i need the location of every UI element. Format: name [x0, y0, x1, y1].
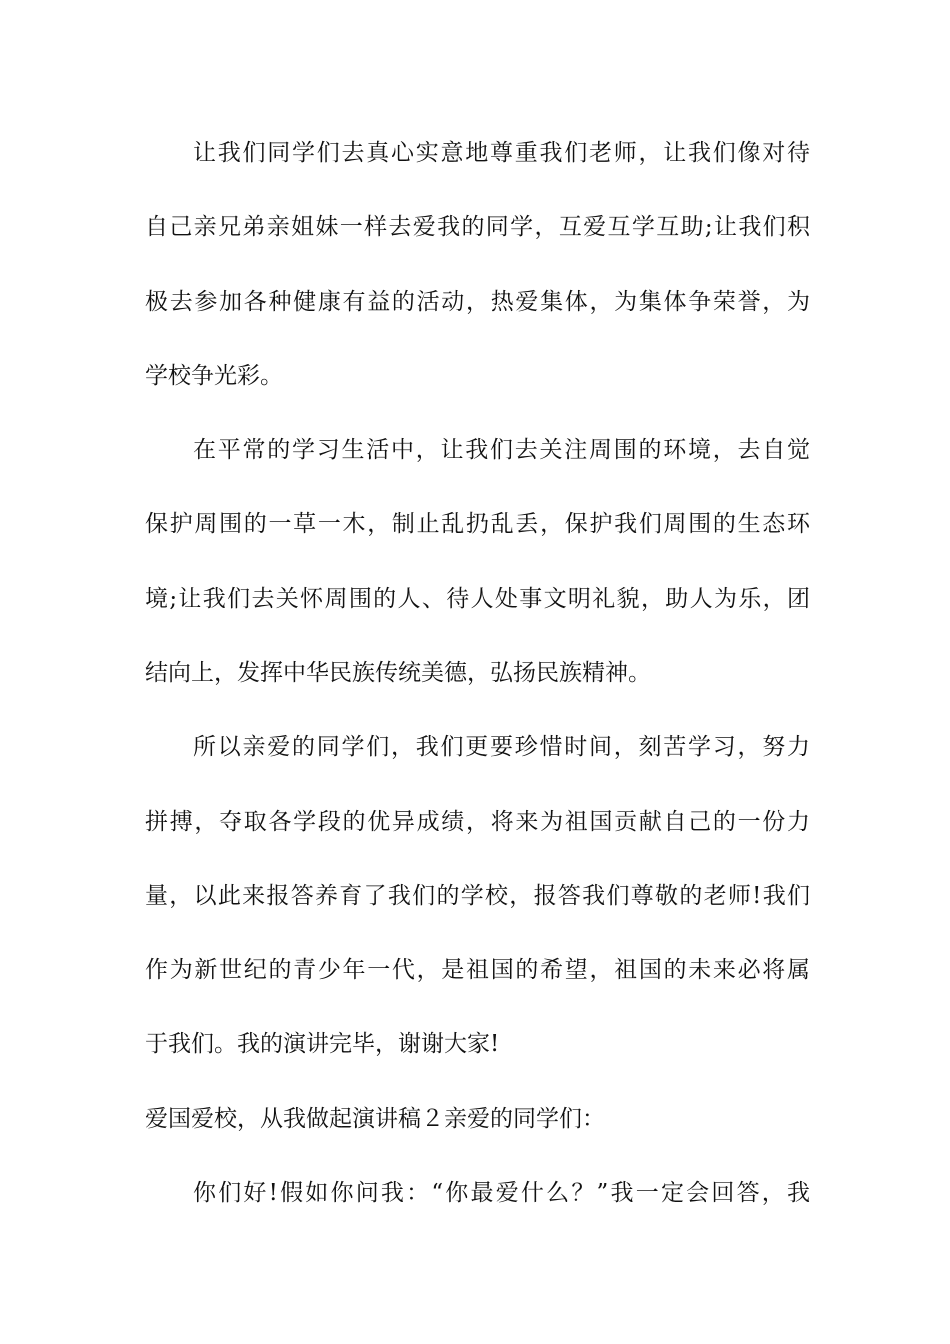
text-line-15: 你们好!假如你问我：“你最爱什么？”我一定会回答，我 [193, 1180, 810, 1206]
text-line-2: 自己亲兄弟亲姐妹一样去爱我的同学，互爱互学互助;让我们积 [145, 214, 810, 240]
text-line-13: 于我们。我的演讲完毕，谢谢大家! [145, 1031, 500, 1057]
text-line-8: 结向上，发挥中华民族传统美德，弘扬民族精神。 [145, 660, 651, 686]
text-line-5: 在平常的学习生活中，让我们去关注周围的环境，去自觉 [193, 437, 810, 463]
text-line-3: 极去参加各种健康有益的活动，热爱集体，为集体争荣誉，为 [145, 289, 810, 315]
text-line-6: 保护周围的一草一木，制止乱扔乱丢，保护我们周围的生态环 [145, 511, 810, 537]
text-line-4: 学校争光彩。 [145, 363, 283, 389]
text-line-7: 境;让我们去关怀周围的人、待人处事文明礼貌，助人为乐，团 [145, 586, 810, 612]
text-line-9: 所以亲爱的同学们，我们更要珍惜时间，刻苦学习，努力 [193, 734, 810, 760]
text-line-1: 让我们同学们去真心实意地尊重我们老师，让我们像对待 [193, 140, 810, 166]
text-line-11: 量，以此来报答养育了我们的学校，报答我们尊敬的老师!我们 [145, 883, 810, 909]
text-line-10: 拼搏，夺取各学段的优异成绩，将来为祖国贡献自己的一份力 [145, 809, 810, 835]
section-heading: 爱国爱校，从我做起演讲稿２亲爱的同学们： [145, 1106, 605, 1132]
text-line-12: 作为新世纪的青少年一代，是祖国的希望，祖国的未来必将属 [145, 957, 810, 983]
